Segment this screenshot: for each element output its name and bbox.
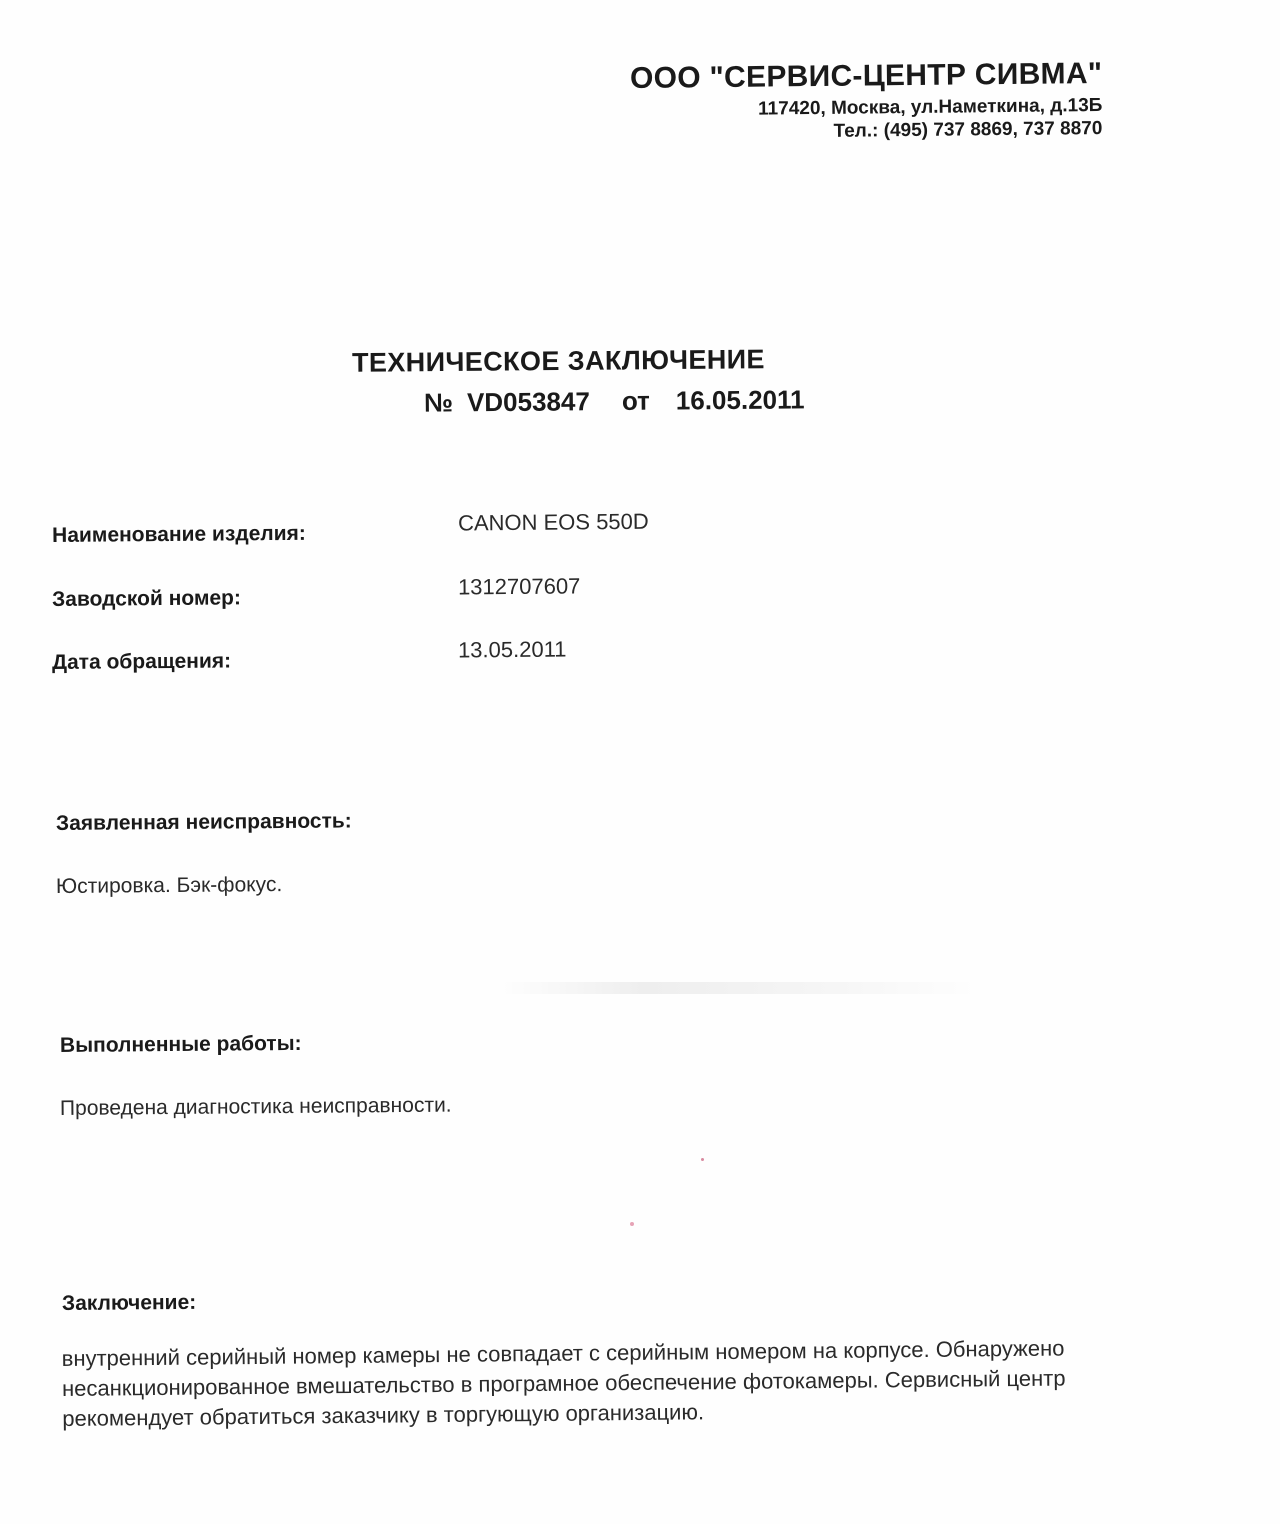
document-number-line [424,384,805,418]
field-product-name [52,508,1152,547]
field-request-date [52,636,1152,674]
conclusion-line: несанкционированное вмешательство в програмное обеспечение фотокамеры. Сервисный центр [61,1365,1066,1401]
declared-fault-label: Заявленная неисправность: [55,809,352,835]
conclusion-line: внутренний серийный номер камеры не совпадает с серийным номером на корпусе. Обнаружено [61,1335,1065,1372]
document-title: ТЕХНИЧЕСКОЕ ЗАКЛЮЧЕНИЕ [351,344,766,378]
company-phone: Тел.: (495) 737 8869, 737 8870 [833,117,1103,142]
work-done-text: Проведена диагностика неисправности. [59,1093,452,1120]
field-value: CANON EOS 550D [457,508,649,536]
scan-dot [701,1158,704,1161]
document-number: VD053847 [466,386,591,418]
company-address: 117420, Москва, ул.Наметкина, д.13Б [757,95,1103,120]
conclusion-text [62,1332,1243,1434]
document-date: 16.05.2011 [675,384,805,416]
conclusion-label: Заключение: [61,1290,197,1315]
scan-smudge [500,982,980,994]
scan-dot [630,1222,634,1226]
date-prefix: от [621,385,650,416]
field-label: Заводской номер: [52,586,242,611]
field-value: 1312707607 [457,573,581,600]
field-label: Наименование изделия: [52,521,306,547]
number-sign: № [423,387,454,418]
conclusion-line: рекомендует обратиться заказчику в торгующую организацию. [62,1399,705,1431]
declared-fault-text: Юстировка. Бэк-фокус. [55,873,283,898]
field-label: Дата обращения: [52,649,232,674]
field-serial-number [52,573,1152,611]
company-name: ООО "СЕРВИС-ЦЕНТР СИВМА" [629,57,1103,95]
field-value: 13.05.2011 [457,636,567,663]
company-header [630,56,1102,140]
work-done-label: Выполненные работы: [59,1031,302,1057]
